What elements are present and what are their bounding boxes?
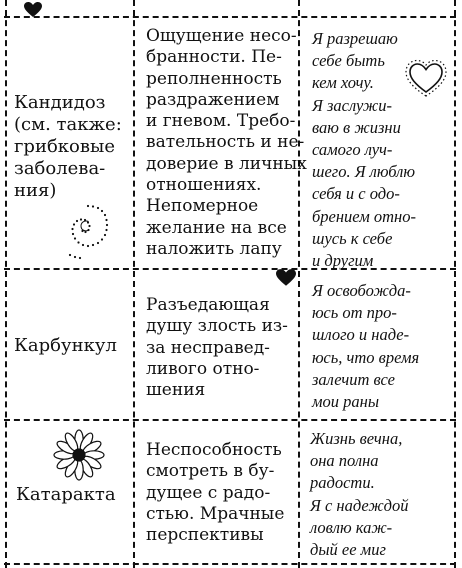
affirmation-text-line: себе быть [312,51,385,71]
affirmation-text-line: залечит все [312,369,395,389]
cause-text-line: доверие в личных [146,153,307,174]
row-divider-2 [4,419,456,421]
cause-text-line: Неспособность [146,440,282,460]
cause-text-line: за несправед- [146,337,270,358]
affirmation-text-line: Я разрешаю [312,29,398,48]
affirmation-text-line: шлого и наде- [312,325,410,345]
affirmation-text-line: радости. [310,473,375,493]
row-divider-bottom [4,563,456,565]
cause-text-line: перспективы [146,525,264,546]
affirmation-text-line: Я освобожда- [312,281,411,300]
daisy-icon [51,428,107,482]
disease-text-line: ния) [14,180,57,201]
table-border-left [5,0,7,568]
cause-text-line: вательность и не- [146,132,305,153]
affirmation-text-line: ловлю каж- [310,517,393,537]
affirmation-text-line: брением отно- [312,206,416,226]
cause-cell-carbuncle [146,295,288,401]
cause-text-line: отношениях. [146,175,262,196]
affirmation-text-line: Жизнь вечна, [310,429,403,448]
disease-cell-cataract [16,484,116,506]
affirmation-text-line: юсь от про- [312,303,397,323]
cause-text-line: смотреть в бу- [146,461,275,482]
disease-text-line: Кандидоз [14,92,106,113]
heart-icon [276,269,296,287]
cause-cell-candidiasis [146,26,307,260]
cause-text-line: стью. Мрачные [146,503,285,524]
affirmation-text-line: мои раны [312,392,380,412]
affirmation-text-line: она полна [310,451,379,471]
affirmation-text-line: дый ее миг [310,540,386,560]
disease-cell-candidiasis [14,92,122,202]
heart-icon [24,2,42,18]
affirmation-text-line: шусь к себе [312,228,393,248]
cause-text-line: ливого отно- [146,358,260,379]
spiral-dots-icon [66,203,110,261]
affirmation-text-line: Я с надеждой [310,495,409,515]
row-divider-top [4,16,456,18]
affirmation-text-line: кем хочу. [312,73,374,93]
cause-cell-cataract [146,440,284,546]
cause-text-line: душу злость из- [146,316,288,337]
affirmation-cell-candidiasis [312,28,416,272]
cause-text-line: желание на все [146,217,287,238]
cause-text-line: Разъедающая [146,295,270,315]
cause-text-line: раздражением [146,89,280,110]
affirmation-cell-carbuncle [312,280,419,413]
column-divider-1 [133,0,135,568]
disease-text-line: (см. также: [14,114,122,135]
cause-text-line: бранности. Пе- [146,47,282,68]
disease-text-line: Катаракта [16,484,116,505]
affirmation-text-line: юсь, что время [312,347,420,367]
cause-text-line: Ощущение несо- [146,26,297,46]
affirmation-text-line: себя и с одо- [312,184,400,204]
cause-text-line: Непомерное [146,196,259,217]
cause-text-line: и гневом. Требо- [146,111,296,132]
table-border-right [454,0,456,568]
disease-text-line: грибковые [14,136,115,157]
affirmation-text-line: Я заслужи- [312,95,392,115]
disease-cell-carbuncle [14,335,117,357]
disease-text-line: Карбункул [14,335,117,356]
affirmation-text-line: самого луч- [312,140,393,160]
affirmation-text-line: шего. Я люблю [312,162,416,182]
cause-text-line: дущее с радо- [146,482,271,503]
cause-text-line: реполненность [146,68,282,89]
affirmation-text-line: и другим [312,251,374,271]
disease-text-line: заболева- [14,158,106,179]
cause-text-line: шения [146,380,206,401]
affirmation-text-line: ваю в жизни [312,117,401,137]
cause-text-line: наложить лапу [146,238,282,259]
affirmation-cell-cataract [310,428,409,561]
